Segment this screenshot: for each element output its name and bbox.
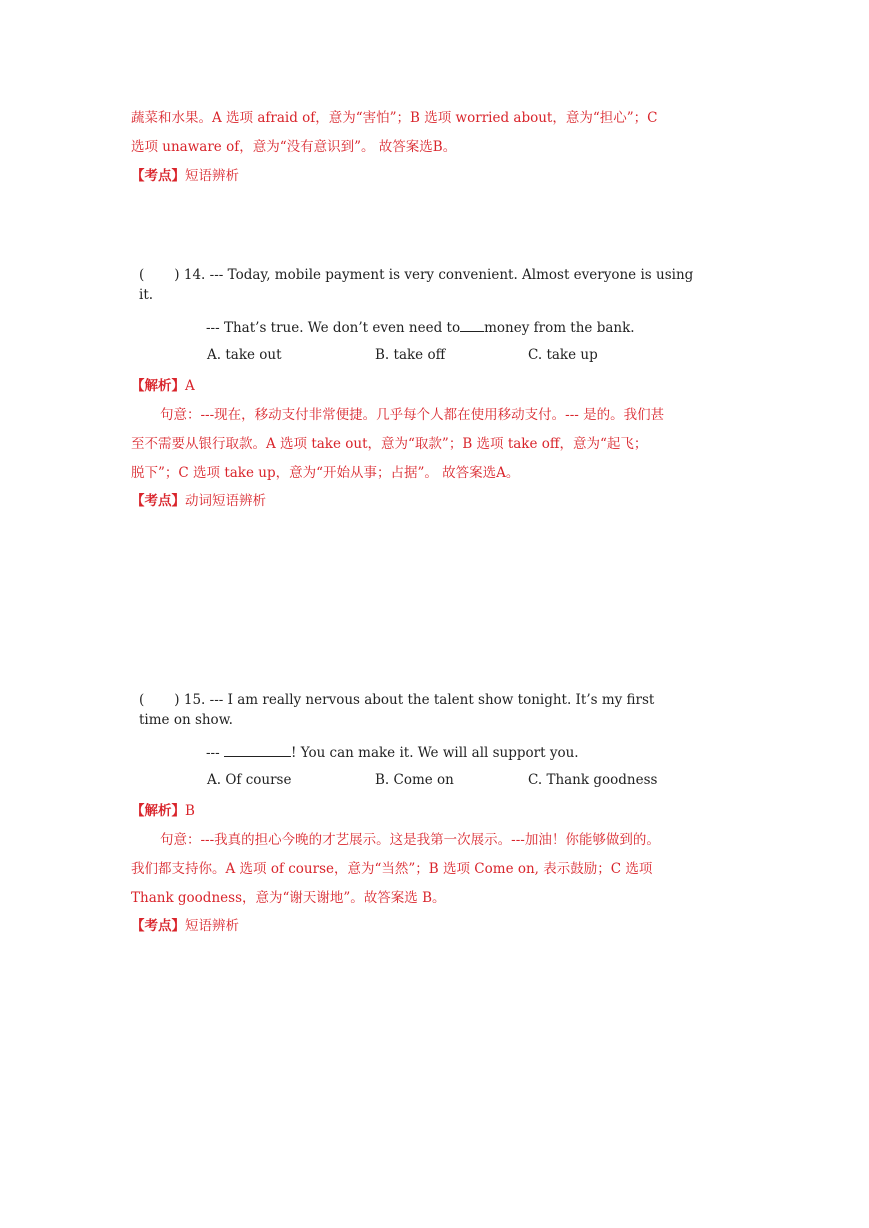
q14-reply-before: --- That’s true. We don’t even need to	[206, 320, 461, 336]
q15-paren-close: )	[174, 692, 180, 708]
option-label: A.	[207, 347, 222, 363]
option-label: A.	[207, 772, 222, 788]
q15-option-b	[375, 772, 454, 788]
answer-value: B	[185, 803, 195, 819]
q15-reply-before: ---	[206, 745, 220, 761]
q15-analysis-line-1: 句意：---我真的担心今晚的才艺展示。这是我第一次展示。---加油！你能够做到的。	[160, 832, 660, 848]
prev-kaodian	[131, 167, 239, 185]
q14-stem-text: --- Today, mobile payment is very convenient. Almost everyone is using	[209, 267, 694, 283]
q15-reply-after: ! You can make it. We will all support you.	[290, 745, 579, 761]
q14-reply-after: money from the bank.	[484, 320, 635, 336]
kaodian-label: 【考点】	[131, 918, 185, 934]
q15-option-c	[528, 772, 657, 788]
option-label: C.	[528, 347, 543, 363]
q14-paren-open: (	[139, 267, 145, 283]
kaodian-label: 【考点】	[131, 493, 185, 509]
q15-answer-blank	[224, 742, 291, 757]
kaodian-value: 短语辨析	[185, 168, 239, 184]
q14-option-a	[207, 347, 282, 363]
q15-kaodian	[131, 917, 239, 935]
answer-label: 【解析】	[131, 378, 185, 394]
q15-stem-line-1	[139, 691, 654, 709]
q14-options	[0, 347, 869, 367]
option-label: B.	[375, 772, 390, 788]
option-text: take off	[393, 347, 446, 363]
option-text: Of course	[225, 772, 292, 788]
option-text: Thank goodness	[546, 772, 658, 788]
prev-analysis-line-2: 选项 unaware of，意为“没有意识到”。 故答案选B。	[131, 139, 457, 155]
kaodian-label: 【考点】	[131, 168, 185, 184]
option-text: take up	[546, 347, 598, 363]
q14-analysis-line-1: 句意：---现在，移动支付非常便捷。几乎每个人都在使用移动支付。--- 是的。我们甚	[160, 407, 665, 423]
kaodian-value: 短语辨析	[185, 918, 239, 934]
q15-stem-line-2: time on show.	[139, 712, 233, 728]
q15-analysis-line-3: Thank goodness，意为“谢天谢地”。故答案选 B。	[131, 890, 446, 906]
q14-answer	[131, 377, 195, 395]
q14-analysis-line-2: 至不需要从银行取款。A 选项 take out，意为“取款”；B 选项 take off，意为“起飞；	[131, 436, 648, 452]
q15-analysis-line-2: 我们都支持你。A 选项 of course，意为“当然”；B 选项 Come on, 表示鼓励；C 选项	[131, 861, 653, 877]
q14-stem-line-1	[139, 266, 693, 284]
q14-option-c	[528, 347, 598, 363]
q14-kaodian	[131, 492, 266, 510]
option-text: take out	[225, 347, 282, 363]
q14-answer-blank	[460, 317, 484, 332]
q14-analysis-line-3: 脱下”；C 选项 take up，意为“开始从事；占据”。 故答案选A。	[131, 465, 520, 481]
q15-options	[0, 772, 869, 792]
q14-reply	[206, 317, 635, 337]
prev-analysis-line-1: 蔬菜和水果。A 选项 afraid of，意为“害怕”；B 选项 worried about，意为“担心”；C	[131, 110, 658, 126]
answer-label: 【解析】	[131, 803, 185, 819]
q15-number: 15.	[183, 692, 206, 708]
q15-stem-text: --- I am really nervous about the talent show tonight. It’s my first	[209, 692, 655, 708]
q15-reply	[206, 742, 579, 762]
q14-number: 14.	[183, 267, 206, 283]
option-label: C.	[528, 772, 543, 788]
kaodian-value: 动词短语辨析	[185, 493, 266, 509]
q15-paren-open: (	[139, 692, 145, 708]
option-label: B.	[375, 347, 390, 363]
q15-answer	[131, 802, 195, 820]
q14-paren-close: )	[174, 267, 180, 283]
answer-value: A	[185, 378, 195, 394]
q15-option-a	[207, 772, 291, 788]
q14-option-b	[375, 347, 445, 363]
option-text: Come on	[393, 772, 454, 788]
q14-stem-line-2: it.	[139, 287, 154, 303]
